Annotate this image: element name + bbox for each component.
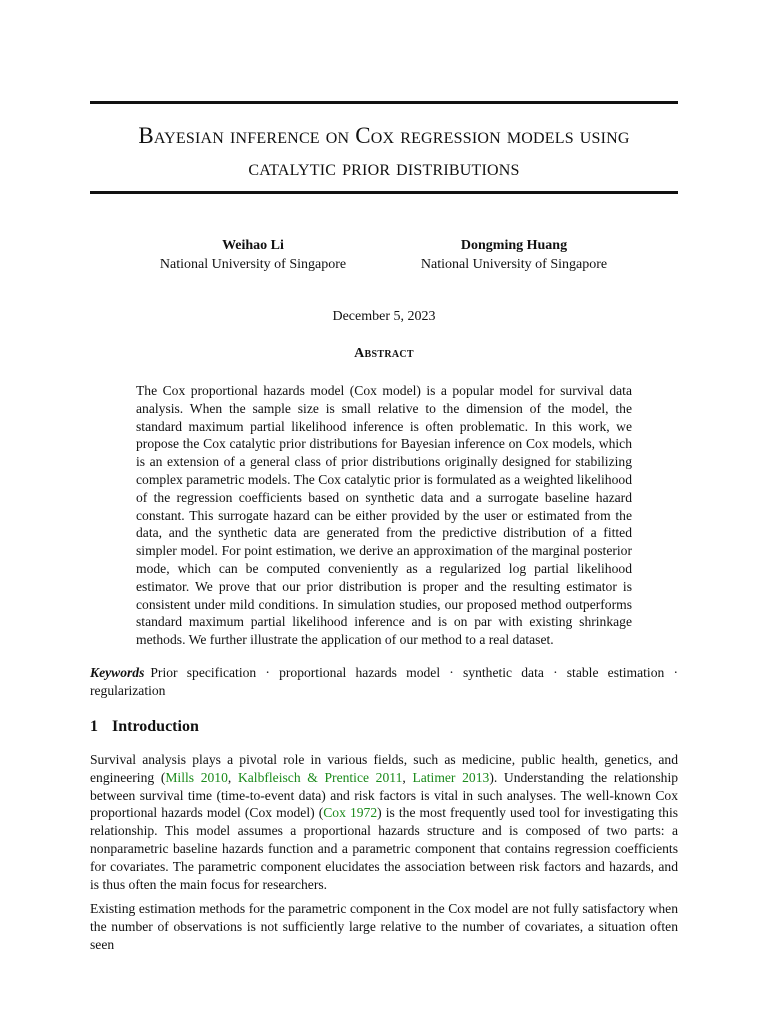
text-span: ). Understanding the relationship between survival time (time-to-event data) and risk factors is vital in such analyses. The well-known Cox proportional hazards model (Cox model) ( xyxy=(90,769,679,821)
section-heading xyxy=(90,718,199,736)
title-line-2: catalytic prior distributions xyxy=(248,155,520,180)
introduction-body xyxy=(90,751,678,961)
author-affiliation: National University of Singapore xyxy=(159,257,347,272)
author-affiliation: National University of Singapore xyxy=(420,257,608,272)
citation-link[interactable]: Cox 1972 xyxy=(323,805,378,821)
title-line-1: Bayesian inference on Cox regression models using xyxy=(138,123,630,148)
author-name: Weihao Li xyxy=(222,238,284,253)
title-rule-bottom xyxy=(90,191,678,194)
text-span: , xyxy=(227,769,238,785)
keywords xyxy=(90,664,678,700)
paper-date: December 5, 2023 xyxy=(332,309,436,324)
abstract-heading: Abstract xyxy=(354,346,414,361)
citation-link[interactable]: Mills 2010 xyxy=(165,769,228,785)
text-span: Survival analysis plays a pivotal role in various fields, such as medicine, public health, genetics, and engineering ( xyxy=(90,752,678,785)
author-1 xyxy=(153,236,353,274)
paper-title xyxy=(90,120,678,184)
section-title: Introduction xyxy=(112,718,199,735)
citation-link[interactable]: Latimer 2013 xyxy=(412,769,490,785)
keywords-list: Prior specification · proportional hazards model · synthetic data · stable estimation · regularization xyxy=(90,665,678,698)
text-span: , xyxy=(402,769,413,785)
paragraph: Existing estimation methods for the parametric component in the Cox model are not fully satisfactory when the number of observations is not sufficiently large relative to the number of covariates, a situation often seen xyxy=(90,901,678,952)
author-name: Dongming Huang xyxy=(460,238,568,253)
abstract-body: The Cox proportional hazards model (Cox model) is a popular model for survival data analysis. When the sample size is small relative to the dimension of the model, the standard maximum partial likelihood inference is often problematic. In this work, we propose the Cox catalytic prior distributions for Bayesian inference on Cox models, which is an extension of a general class of prior distributions originally designed for stabilizing complex parametric models. The Cox catalytic prior is formulated as a weighted likelihood of the regression coefficients based on synthetic data and a surrogate baseline hazard constant. This surrogate hazard can be either provided by the user or estimated from the data, and the synthetic data are generated from the predictive distribution of a fitted simpler model. For point estimation, we derive an approximation of the marginal posterior mode, which can be computed conveniently as a regularized log partial likelihood estimator. We prove that our prior distribution is proper and the resulting estimator is consistent under mild conditions. In simulation studies, our proposed method outperforms standard maximum partial likelihood inference and is on par with existing shrinkage methods. We further illustrate the application of our method to a real dataset. xyxy=(136,383,632,648)
citation-link[interactable]: Kalbfleisch & Prentice 2011 xyxy=(237,769,403,785)
keywords-label: Keywords xyxy=(90,665,145,680)
title-rule-top xyxy=(90,101,678,104)
text-span: ) is the most frequently used tool for investigating this relationship. This model assumes a proportional hazards structure and is composed of two parts: a nonparametric baseline hazards function and a parametric component that contains regression coefficients for covariates. The parametric component elucidates the association between risk factors and hazards, and is thus often the main focus for researchers. xyxy=(90,805,679,892)
author-2 xyxy=(412,236,616,274)
paragraph xyxy=(90,751,678,893)
section-number: 1 xyxy=(90,718,98,735)
